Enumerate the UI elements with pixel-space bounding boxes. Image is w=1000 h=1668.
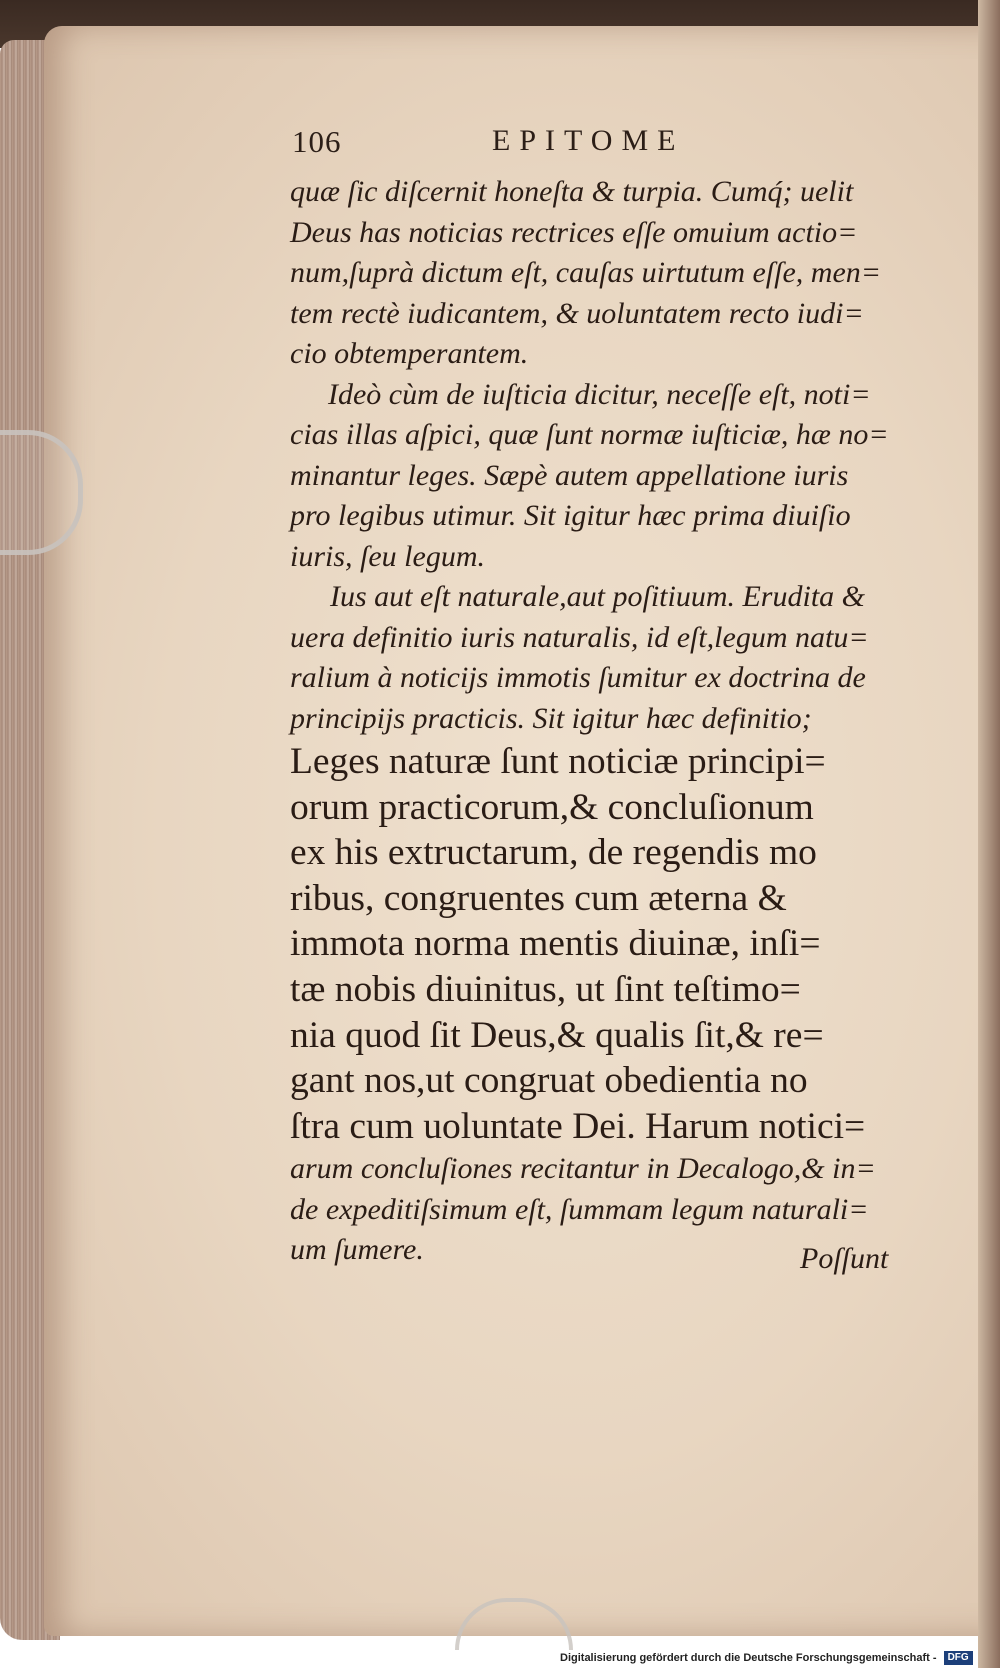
- page-gutter-edge: [978, 0, 1000, 1668]
- text-line: cio obtemperantem.: [290, 337, 529, 370]
- definition-line: orum practicorum,& concluſionum: [290, 786, 814, 828]
- text-line: quæ ſic diſcernit honeſta & turpia. Cumq́; uelit: [290, 175, 854, 208]
- catchword: Poſſunt: [800, 1242, 889, 1275]
- text-line: tem rectè iudicantem, & uoluntatem recto iudi=: [290, 296, 864, 330]
- running-head: EPITOME: [492, 124, 685, 157]
- credit-text: Digitalisierung gefördert durch die Deutsche Forschungsgemeinschaft -: [560, 1652, 937, 1664]
- definition-line: immota norma mentis diuinæ, inſi=: [290, 923, 821, 965]
- definition-line: ſtra cum uoluntate Dei. Harum notici=: [290, 1105, 866, 1147]
- dfg-logo: DFG: [944, 1651, 973, 1665]
- text-line: ralium à noticijs immotis ſumitur ex doctrina de: [290, 661, 866, 694]
- page-header: [292, 124, 892, 164]
- text-line: arum concluſiones recitantur in Decalogo,& in=: [290, 1152, 876, 1186]
- definition-line: Leges naturæ ſunt noticiæ principi=: [290, 741, 826, 782]
- text-line: Ideò cùm de iuſticia dicitur, neceſſe eſt, noti=: [328, 377, 871, 411]
- text-line: de expeditiſsimum eſt, ſummam legum naturali=: [290, 1192, 869, 1226]
- text-line: cias illas aſpici, quæ ſunt normæ iuſticiæ, hæ no=: [290, 418, 889, 451]
- text-line: Deus has noticias rectrices eſſe omuium actio=: [290, 215, 858, 249]
- text-line: num,ſuprà dictum eſt, cauſas uirtutum eſſe, men=: [290, 256, 882, 289]
- definition-line: ribus, congruentes cum æterna &: [290, 877, 787, 919]
- text-line: pro legibus utimur. Sit igitur hæc prima diuiſio: [290, 499, 851, 532]
- text-line: Ius aut eſt naturale,aut poſitiuum. Erudita &: [330, 580, 865, 613]
- main-text: [290, 172, 900, 1271]
- text-line: minantur leges. Sæpè autem appellatione iuris: [290, 458, 849, 492]
- definition-line: nia quod ſit Deus,& qualis ſit,& re=: [290, 1014, 824, 1056]
- definition-line: ex his extructarum, de regendis mo: [290, 832, 817, 874]
- text-line: uera definitio iuris naturalis, id eſt,legum natu=: [290, 620, 869, 654]
- text-line: um ſumere.: [290, 1233, 424, 1267]
- digitization-credit: [560, 1648, 1000, 1668]
- definition-line: tæ nobis diuinitus, ut ſint teſtimo=: [290, 968, 801, 1010]
- text-line: principijs practicis. Sit igitur hæc definitio;: [290, 701, 812, 735]
- definition-line: gant nos,ut congruat obedientia no: [290, 1060, 808, 1102]
- page-number: 106: [292, 124, 342, 159]
- text-line: iuris, ſeu legum.: [290, 539, 485, 573]
